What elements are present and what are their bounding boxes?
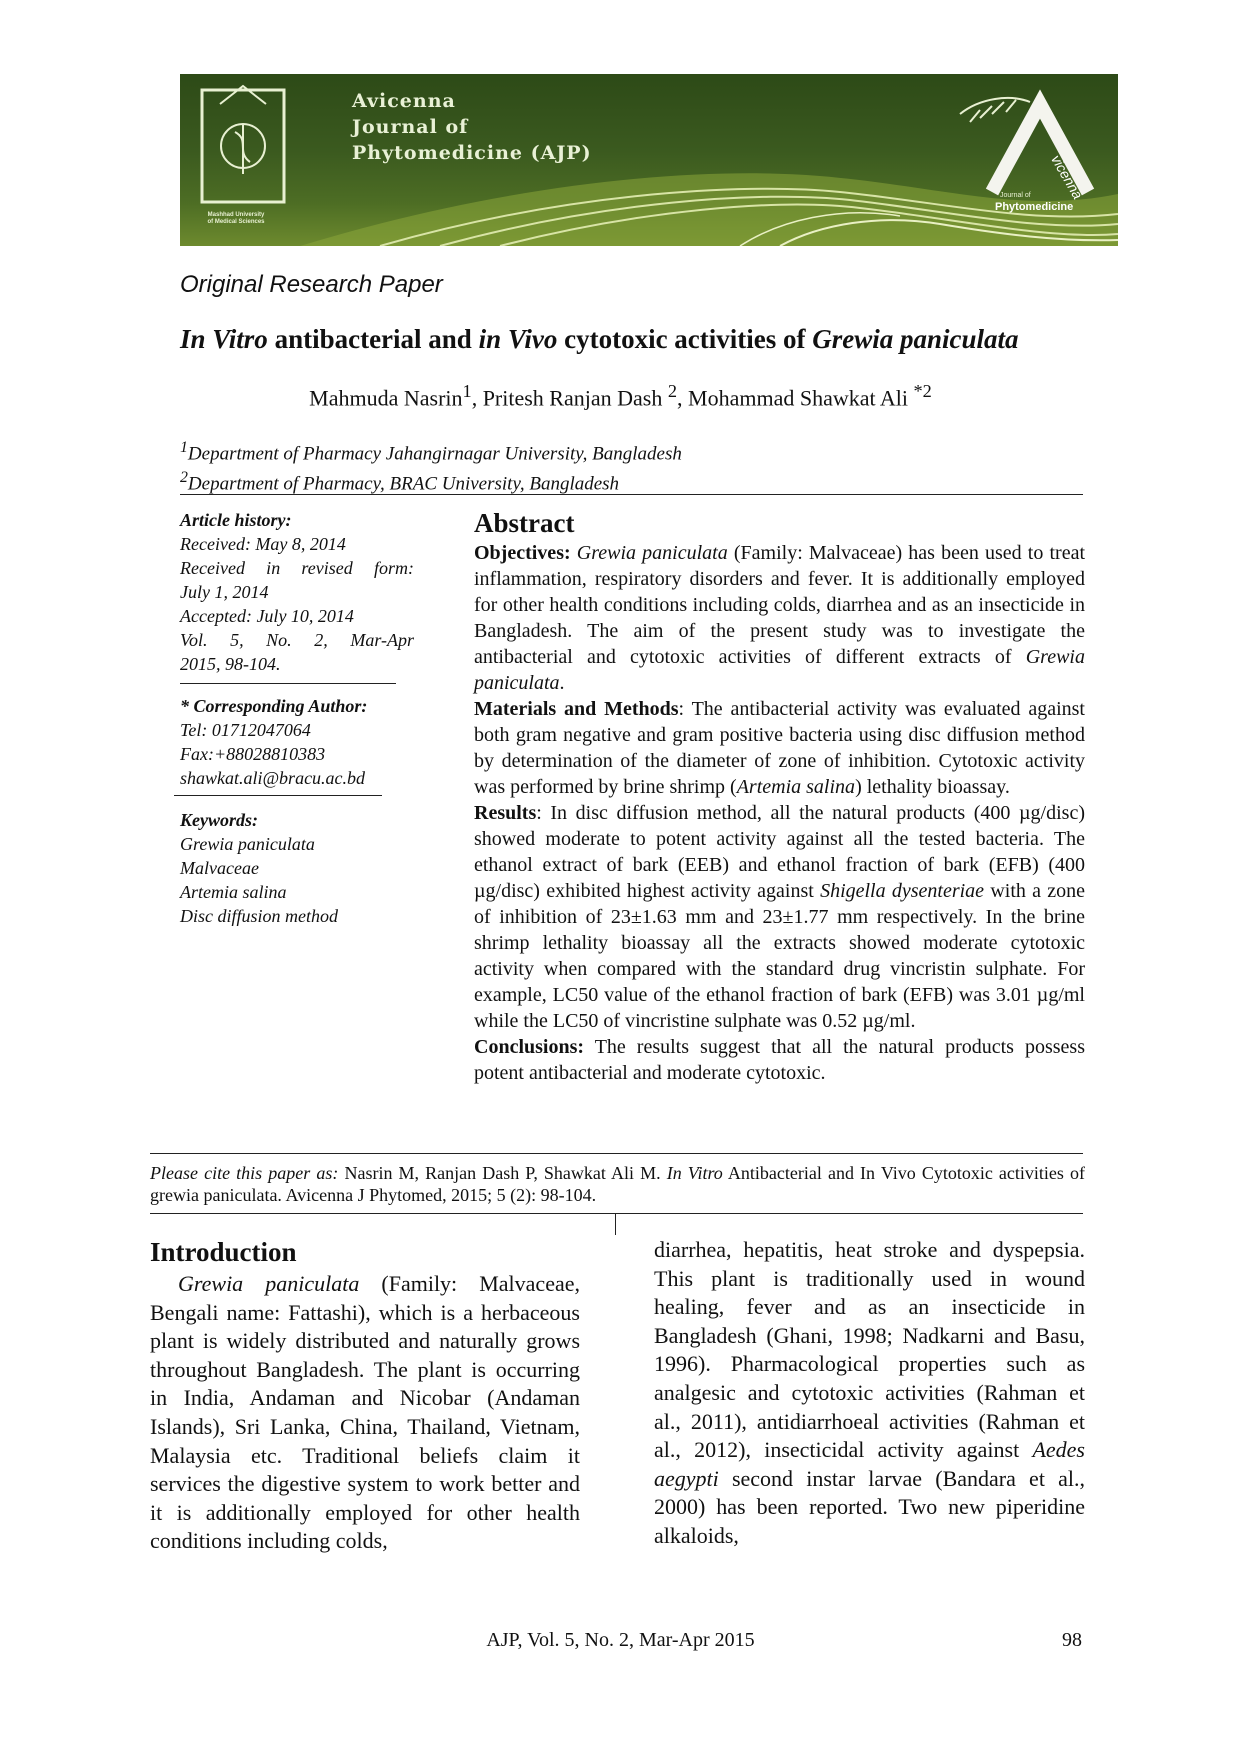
affiliation: $^2$Department of Pharmacy, BRAC University, Bangladesh (180, 469, 620, 495)
keyword: Grewia paniculata (180, 834, 315, 854)
intro-right-column: diarrhea, hepatitis, heat stroke and dyspepsia. This plant is traditionally used in wound healing, fever and as an insecticide in Bangladesh (Ghani, 1998; Nadkarni and Basu, 1996). Pharmacological properties such as analgesic and cytotoxic activities (Rahman et al., 2011), antidiarrhoeal activities (Rahman et al., 2012), insecticidal activity against Aedes aegypti second instar larvae (Bandara et al., 2000) has been reported. Two new piperidine alkaloids, (654, 1237, 1085, 1548)
abstract-results: Results: In disc diffusion method, all the natural products (400 µg/disc) showed moderate to potent activity against all the tested bacteria. The ethanol extract of bark (EEB) and ethanol fraction of bark (EFB) (400 µg/disc) exhibited highest activity against Shigella dysenteriae with a zone of inhibition of 23±1.63 mm and 23±1.77 mm respectively. In the brine shrimp lethality bioassay all the extracts showed moderate cytotoxic activity when compared with the standard drug vincristin sulphate. For example, LC50 value of the ethanol fraction of bark (EFB) was 3.01 µg/ml while the LC50 of vincristine sulphate was 0.52 µg/ml. (474, 802, 1086, 1032)
divider (174, 795, 382, 796)
abstract-conclusions: Conclusions: The results suggest that all the natural products possess potent antibacterial and moderate cytotoxic. (474, 1036, 1085, 1084)
journal-name-line: Journal of (352, 116, 469, 138)
keyword: Artemia salina (180, 882, 287, 902)
divider (180, 494, 1083, 495)
logo-subtitle: Journal of (1000, 192, 1031, 199)
divider (150, 1213, 1083, 1214)
article-history: Article history: Received: May 8, 2014 Received in revised form: July 1, 2014 Accepted: July 10, 2014 Vol. 5, No. 2, Mar-Apr 2015, 98-104. (180, 510, 414, 674)
abstract-objectives: Objectives: Grewia paniculata (Family: Malvaceae) has been used to treat inflammation, respiratory disorders and fever. It is additionally employed for other health conditions including colds, diarrhea and as an insecticide in Bangladesh. The aim of the present study was to investigate the antibacterial and cytotoxic activities of different extracts of Grewia paniculata. (474, 542, 1086, 694)
intro-left-column: Introduction Grewia paniculata (Family: Malvaceae, Bengali name: Fattashi), which is a herbaceous plant is widely distributed and naturally grows throughout Bangladesh. The plant is occurring in India, Andaman and Nicobar (Andaman Islands), Sri Lanka, China, Thailand, Vietnam, Malaysia etc. Traditional beliefs claim it services the digestive system to work better and it is additionally employed for other health conditions including colds, (150, 1237, 580, 1554)
journal-banner (180, 74, 1118, 246)
abstract-heading: Abstract (474, 508, 575, 538)
affiliations (180, 436, 682, 497)
abstract-methods: Materials and Methods: The antibacterial activity was evaluated against both gram negative and gram positive bacteria using disc diffusion method by determination of the diameter of zone of inhibition. Cytotoxic activity was performed by brine shrimp (Artemia salina) lethality bioassay. (474, 698, 1085, 798)
page-number: 98 (1062, 1629, 1082, 1651)
author-list: Mahmuda Nasrin$^1$, Pritesh Ranjan Dash $^2$, Mohammad Shawkat Ali $^{*2}$ (309, 381, 932, 411)
logo-arc-text: vicenna (1048, 152, 1087, 202)
abstract (474, 508, 1085, 1086)
intro-heading: Introduction (150, 1237, 297, 1267)
footer-journal: AJP, Vol. 5, No. 2, Mar-Apr 2015 (486, 1629, 755, 1651)
author-email: shawkat.ali@bracu.ac.bd (180, 768, 366, 788)
column-divider (615, 1213, 616, 1235)
paper-type: Original Research Paper (180, 271, 443, 298)
banner-graphic (180, 74, 1118, 246)
paper-title: In Vitro antibacterial and in Vivo cytotoxic activities of Grewia paniculata (180, 324, 1019, 354)
journal-name-line: Avicenna (352, 90, 456, 112)
divider (180, 683, 396, 684)
citation: Please cite this paper as: Nasrin M, Ranjan Dash P, Shawkat Ali M. In Vitro Antibacterial and In Vivo Cytotoxic activities of grewia paniculata. Avicenna J Phytomed, 2015; 5 (2): 98-104. (150, 1163, 1085, 1205)
affiliation: $^1$Department of Pharmacy Jahangirnagar University, Bangladesh (180, 439, 682, 465)
university-caption: Mashhad University of Medical Sciences (207, 212, 265, 225)
keyword: Malvaceae (180, 858, 259, 878)
corresponding-author: * Corresponding Author: Tel: 01712047064 Fax:+88028810383 shawkat.ali@bracu.ac.bd (180, 694, 414, 790)
divider (150, 1153, 1083, 1154)
journal-name-line: Phytomedicine (AJP) (352, 142, 592, 164)
logo-name: Phytomedicine (995, 201, 1074, 213)
keywords: Keywords: Grewia paniculata Malvaceae Artemia salina Disc diffusion method (180, 808, 414, 928)
keyword: Disc diffusion method (180, 906, 338, 926)
